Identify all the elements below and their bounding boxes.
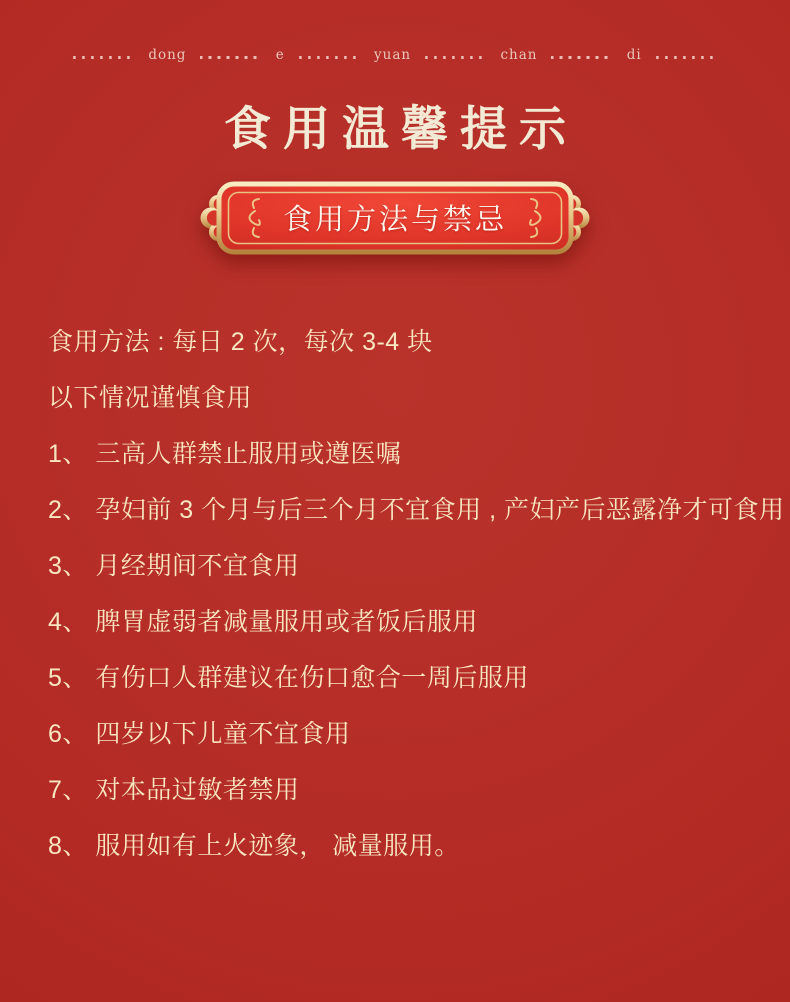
usage-line: 食用方法 : 每日 2 次，每次 3-4 块 bbox=[48, 327, 433, 356]
list-item-5: 5、 有伤口人群建议在伤口愈合一周后服用 bbox=[48, 663, 529, 692]
dotted-divider bbox=[200, 56, 261, 59]
ribbon-word-yuan: yuan bbox=[374, 47, 412, 64]
instructions-block bbox=[0, 329, 790, 859]
dotted-divider bbox=[299, 56, 360, 59]
caution-heading: 以下情况谨慎食用 bbox=[48, 383, 253, 412]
list-item-8: 8、 服用如有上火迹象， 减量服用。 bbox=[48, 831, 460, 860]
pinyin-ribbon bbox=[73, 48, 717, 66]
ribbon-word-di: di bbox=[626, 47, 642, 64]
ribbon-word-dong: dong bbox=[148, 47, 187, 64]
dotted-divider bbox=[551, 56, 612, 59]
ribbon-word-chan: chan bbox=[500, 47, 538, 64]
section-banner bbox=[195, 179, 595, 257]
dotted-divider bbox=[425, 56, 486, 59]
list-item-1: 1、 三高人群禁止服用或遵医嘱 bbox=[48, 439, 402, 468]
list-item-4: 4、 脾胃虚弱者减量服用或者饭后服用 bbox=[48, 607, 478, 636]
page-title: 食用温馨提示 bbox=[224, 102, 578, 157]
banner-label: 食用方法与禁忌 bbox=[282, 204, 507, 237]
dotted-divider bbox=[656, 56, 717, 59]
list-item-2: 2、 孕妇前 3 个月与后三个月不宜食用 , 产妇产后恶露净才可食用 bbox=[48, 495, 785, 524]
dotted-divider bbox=[73, 56, 134, 59]
list-item-3: 3、 月经期间不宜食用 bbox=[48, 551, 300, 580]
list-item-7: 7、 对本品过敏者禁用 bbox=[48, 775, 300, 804]
list-item-6: 6、 四岁以下儿童不宜食用 bbox=[48, 719, 351, 748]
ribbon-word-e: e bbox=[275, 47, 285, 64]
